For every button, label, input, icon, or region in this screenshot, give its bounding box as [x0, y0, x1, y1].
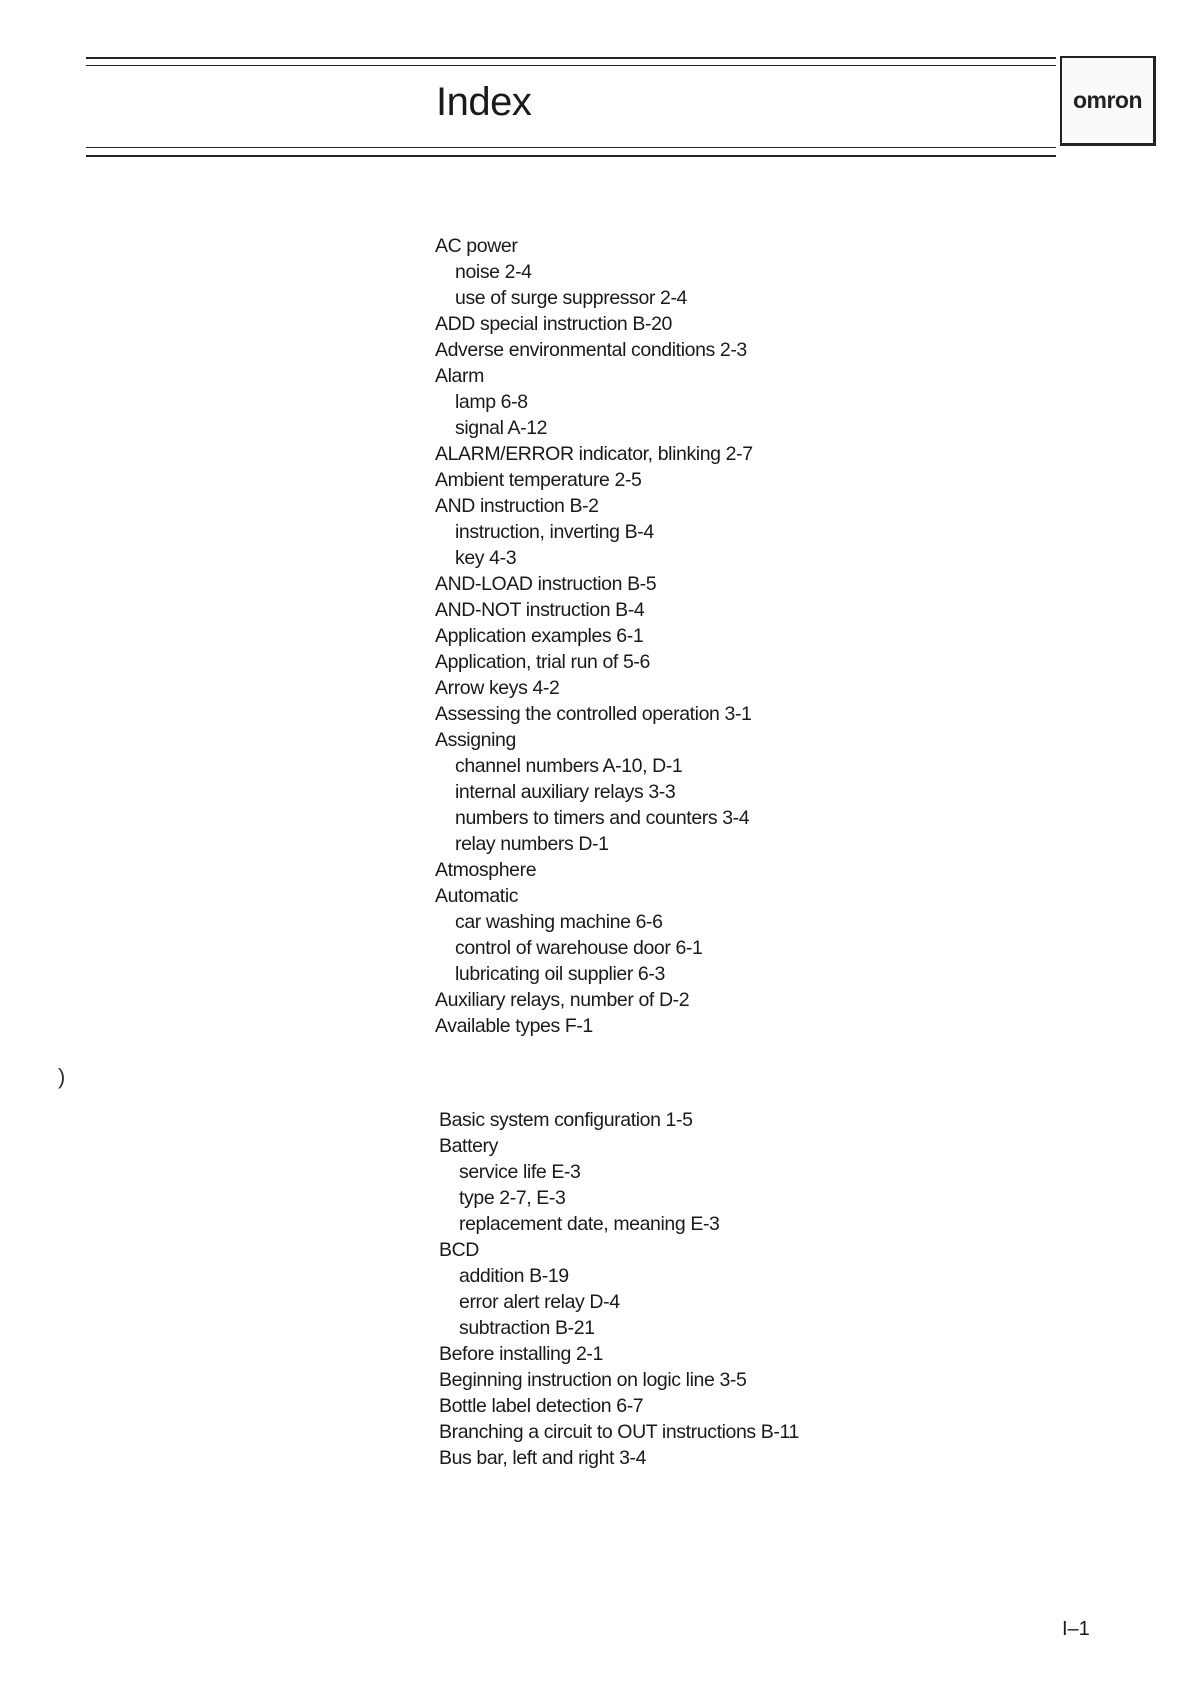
- margin-mark: ): [58, 1064, 66, 1089]
- index-subentry: lubricating oil supplier 6-3: [455, 963, 665, 985]
- index-entry: Auxiliary relays, number of D-2: [435, 989, 690, 1011]
- header-rule-bottom-thin: [86, 147, 1056, 148]
- index-subentry: signal A-12: [455, 417, 548, 439]
- index-subentry: key 4-3: [455, 547, 517, 569]
- index-subentry: channel numbers A-10, D-1: [455, 755, 683, 777]
- index-block-b: [439, 1107, 799, 1471]
- index-subentry: internal auxiliary relays 3-3: [455, 781, 676, 803]
- index-entry: AC power: [435, 235, 518, 257]
- index-entry: AND-NOT instruction B-4: [435, 599, 645, 621]
- index-subentry: type 2-7, E-3: [459, 1187, 566, 1209]
- omron-logo: [1060, 56, 1156, 146]
- index-entry: Application examples 6-1: [435, 625, 644, 647]
- index-subentry: car washing machine 6-6: [455, 911, 663, 933]
- index-entry: Automatic: [435, 885, 519, 907]
- index-entry: Alarm: [435, 365, 484, 387]
- index-subentry: use of surge suppressor 2-4: [455, 287, 687, 309]
- index-entry: ADD special instruction B-20: [435, 313, 672, 335]
- index-subentry: relay numbers D-1: [455, 833, 609, 855]
- index-subentry: control of warehouse door 6-1: [455, 937, 703, 959]
- index-subentry: numbers to timers and counters 3-4: [455, 807, 750, 829]
- index-entry: Assessing the controlled operation 3-1: [435, 703, 752, 725]
- index-entry: Application, trial run of 5-6: [435, 651, 650, 673]
- index-entry: Atmosphere: [435, 859, 537, 881]
- index-subentry: instruction, inverting B-4: [455, 521, 654, 543]
- index-entry: Arrow keys 4-2: [435, 677, 560, 699]
- index-subentry: noise 2-4: [455, 261, 532, 283]
- index-subentry: replacement date, meaning E-3: [459, 1213, 720, 1235]
- header-rule-top-thin: [86, 65, 1056, 66]
- index-entry: Battery: [439, 1135, 498, 1157]
- page-title: Index: [436, 80, 532, 124]
- index-entry: Basic system configuration 1-5: [439, 1109, 693, 1131]
- page-number: I–1: [1062, 1618, 1090, 1640]
- index-entry: ALARM/ERROR indicator, blinking 2-7: [435, 443, 753, 465]
- index-entry: Branching a circuit to OUT instructions B-11: [439, 1421, 799, 1443]
- index-entry: Ambient temperature 2-5: [435, 469, 642, 491]
- index-entry: Bottle label detection 6-7: [439, 1395, 644, 1417]
- omron-logo-text: omron: [1072, 87, 1143, 113]
- index-subentry: addition B-19: [459, 1265, 569, 1287]
- index-entry: BCD: [439, 1239, 479, 1261]
- index-entry: Adverse environmental conditions 2-3: [435, 339, 747, 361]
- index-entry: Assigning: [435, 729, 516, 751]
- index-subentry: lamp 6-8: [455, 391, 528, 413]
- header-rule-top-thick: [86, 57, 1056, 59]
- index-subentry: error alert relay D-4: [459, 1291, 620, 1313]
- header-rule-bottom-thick: [86, 155, 1056, 157]
- index-entry: AND-LOAD instruction B-5: [435, 573, 657, 595]
- index-entry: AND instruction B-2: [435, 495, 599, 517]
- index-block-a: [435, 233, 753, 1039]
- index-entry: Beginning instruction on logic line 3-5: [439, 1369, 747, 1391]
- index-subentry: service life E-3: [459, 1161, 581, 1183]
- index-subentry: subtraction B-21: [459, 1317, 595, 1339]
- index-entry: Available types F-1: [435, 1015, 593, 1037]
- index-entry: Before installing 2-1: [439, 1343, 603, 1365]
- index-entry: Bus bar, left and right 3-4: [439, 1447, 647, 1469]
